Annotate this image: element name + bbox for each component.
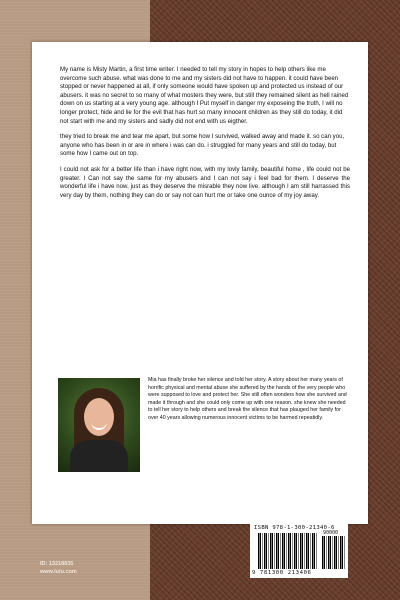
barcode-digits: 9 781300 213406 [252,570,312,576]
author-face [84,398,114,436]
id-line: ID: 13218835 [40,561,74,567]
publisher-id [40,560,77,576]
blurb-paragraph-1: My name is Misty Martin, a first time writer. I needed to tell my story in hopes to help others like me overcome such abuse. what was done to me and my sisters did not have to happen. it could have been stopped or never happened at all, if only someone would have spoken up and protected us instead of our abusers. it was no secret to so many of what mosters they were, but still they remained silent as hell rained down on us starting at a very young age. although I Put myself in danger my exposeing the truth, I will no longer protect, hide and lie for the evil that has hurt so many innocent children as they still do today, it did not start with me and my sisters and sadly did not end with us eigther. [60,66,349,125]
publisher-url: www.lulu.com [40,569,77,575]
blurb-paragraph-3: I could not ask for a better life than i have right now, with my lovly family, beautiful home , life could not be greater. I Can not say the same for my abusers and I can not say i feel bad for them. I deserve the wonderful life i have now, just as they deserve the misrable they now live. although I am still harrassed this very day by them, nothing they can do or say not can hurt me or take one ounce of my joy away. [60,165,350,199]
price-code: 90000 [323,530,339,536]
author-photo [58,378,140,472]
back-cover-blurb [60,66,350,207]
barcode-bars [258,533,318,569]
isbn-label: ISBN 978-1-300-21340-6 [254,525,335,531]
author-shirt [70,440,128,472]
price-barcode-bars [322,536,346,569]
blurb-paragraph-2: they tried to break me and tear me apart, but some how I survived, walked away and made it. so can you, anyone who has been in or are in where i was can do. i struggled for many years and still do today, but some how I came out on top. [60,133,345,158]
author-bio: Mia has finally broke her silence and told her story. A story about her many years of horrific physical and mental abuse she suffered by the hands of the very people who were supposed to love and protect her. She still often wonders how she survived and made it through and she could only come up with one reason. she knew she needed to tell her story to help others and break the silence that has plauged her family for over 40 years allowing numerous innocent victims to be harmed repeatidly. [148,377,347,421]
isbn-barcode [250,524,348,578]
